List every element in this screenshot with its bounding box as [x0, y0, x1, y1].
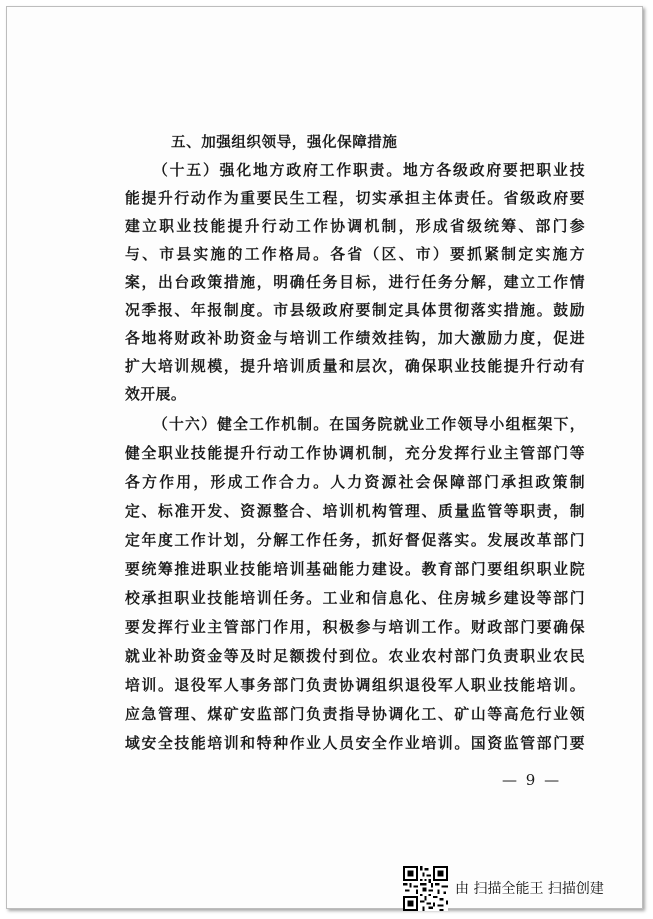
text-line: 扩大培训规模，提升培训质量和层次，确保职业技能提升行动有 — [125, 358, 585, 375]
text-line: 况季报、年报制度。市县级政府要制定具体贯彻落实措施。鼓励 — [125, 302, 585, 319]
text-line: 案，出台政策措施，明确任务目标，进行任务分解，建立工作情 — [125, 274, 585, 291]
text-line: 培训。退役军人事务部门负责协调组织退役军人职业技能培训。 — [125, 677, 585, 694]
document-page — [6, 6, 643, 909]
text-line: 要统筹推进职业技能培训基础能力建设。教育部门要组织职业院 — [125, 561, 585, 578]
text-line: 域安全技能培训和特种作业人员安全作业培训。国资监管部门要 — [125, 735, 585, 752]
text-line: 与、市县实施的工作格局。各省（区、市）要抓紧制定实施方 — [125, 246, 585, 263]
text-line: 各地将财政补助资金与培训工作绩效挂钩，加大激励力度，促进 — [125, 330, 585, 347]
text-line: 定年度工作计划，分解工作任务，抓好督促落实。发展改革部门 — [125, 532, 585, 549]
text-line: 就业补助资金等及时足额拨付到位。农业农村部门负责职业农民 — [125, 648, 585, 665]
text-line: 能提升行动作为重要民生工程，切实承担主体责任。省级政府要 — [125, 190, 585, 207]
text-line: 效开展。 — [125, 386, 187, 403]
text-line: 健全职业技能提升行动工作协调机制，充分发挥行业主管部门等 — [125, 445, 585, 462]
page-number: — 9 — — [502, 771, 562, 789]
text-line: 应急管理、煤矿安监部门负责指导协调化工、矿山等高危行业领 — [125, 706, 585, 723]
section-heading: 五、加强组织领导，强化保障措施 — [171, 134, 398, 151]
text-line: 建立职业技能提升行动工作协调机制，形成省级统筹、部门参 — [125, 218, 585, 235]
text-line: 各方作用，形成工作合力。人力资源社会保障部门承担政策制 — [125, 474, 585, 491]
text-line: 校承担职业技能培训任务。工业和信息化、住房城乡建设等部门 — [125, 590, 585, 607]
text-line: （十五）强化地方政府工作职责。地方各级政府要把职业技 — [153, 162, 585, 179]
text-line: 定、标准开发、资源整合、培训机构管理、质量监管等职责，制 — [125, 503, 585, 520]
text-line: 要发挥行业主管部门作用，积极参与培训工作。财政部门要确保 — [125, 619, 585, 636]
qr-code-icon — [403, 866, 448, 911]
scanner-watermark: 由 扫描全能王 扫描创建 — [455, 881, 604, 897]
text-line: （十六）健全工作机制。在国务院就业工作领导小组框架下， — [153, 416, 585, 433]
